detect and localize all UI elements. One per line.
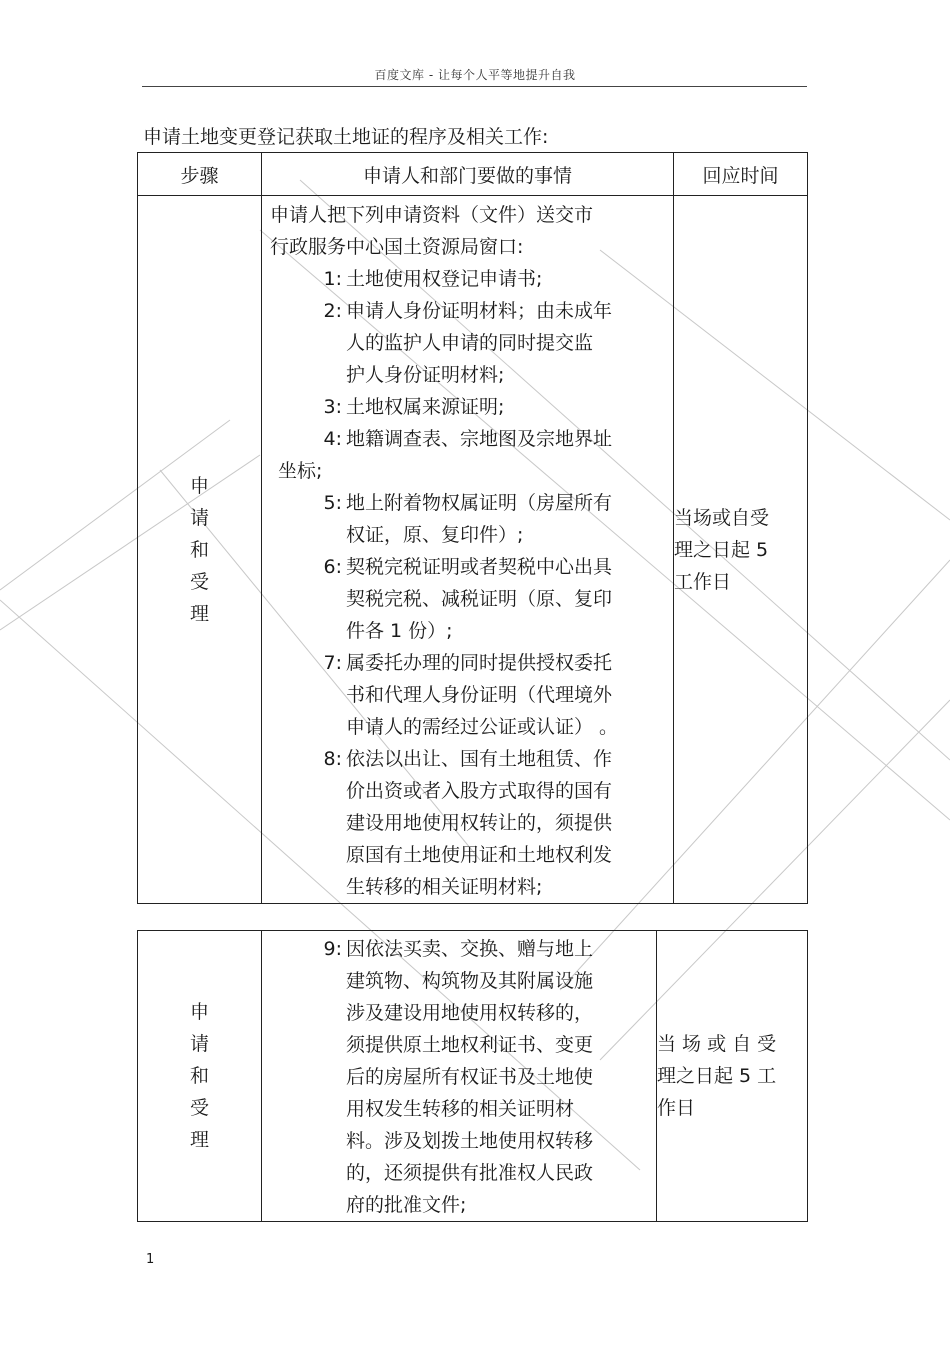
list-item: 3: 土地权属来源证明; <box>323 396 505 418</box>
list-item: 1: 土地使用权登记申请书; <box>323 268 543 290</box>
step-char: 请 <box>189 1033 209 1055</box>
table-header-row <box>138 153 808 196</box>
page-number: 1 <box>146 1252 155 1267</box>
step-char: 理 <box>189 602 209 625</box>
list-item: 8: 依法以出让、国有土地租赁、作 价出资或者入股方式取得的国有 建设用地使用权转让的，须提供 原国有土地使用证和土地权利发 生转移的相关证明材料; <box>323 748 613 898</box>
step-char: 受 <box>189 1097 209 1119</box>
column-header-tasks: 申请人和部门要做的事情 <box>262 153 674 196</box>
step-char: 申 <box>189 1001 209 1023</box>
tasks-cell <box>262 196 674 904</box>
table-row <box>138 196 808 904</box>
item-continuation: 坐标; <box>278 460 323 482</box>
tasks-cell <box>262 931 657 1222</box>
header-rule <box>142 86 807 87</box>
table-row <box>138 931 808 1222</box>
step-char: 请 <box>189 506 209 529</box>
step-char: 受 <box>189 570 209 593</box>
list-item: 4: 地籍调查表、宗地图及宗地界址 <box>323 428 613 450</box>
list-item: 9: 因依法买卖、交换、赠与地上 建筑物、构筑物及其附属设施 涉及建设用地使用权转移的， 须提供原土地权利证书、变更 后的房屋所有权证书及土地使 用权发生转移的相关证明材 料。涉及划拨土地使用权转移 的，还须提供有批准权人民政 府的批准文件; <box>323 938 594 1216</box>
step-char: 和 <box>189 1065 209 1087</box>
page-header: 百度文库 - 让每个人平等地提升自我 <box>374 68 576 82</box>
intro-text: 申请人把下列申请资料（文件）送交市 行政服务中心国土资源局窗口: <box>270 204 594 258</box>
document-title: 申请土地变更登记获取土地证的程序及相关工作: <box>143 126 549 148</box>
step-cell <box>138 931 262 1222</box>
step-cell <box>138 196 262 904</box>
response-time-cell: 当 场 或 自 受 理之日起 5 工 作日 <box>657 931 808 1222</box>
response-time-cell: 当场或自受 理之日起 5 工作日 <box>674 196 808 904</box>
list-item: 6: 契税完税证明或者契税中心出具 契税完税、减税证明（原、复印 件各 1 份）; <box>323 556 613 642</box>
list-item: 2: 申请人身份证明材料；由未成年 人的监护人申请的同时提交监 护人身份证明材料; <box>323 300 613 386</box>
procedure-table-continued <box>137 930 808 1222</box>
list-item: 7: 属委托办理的同时提供授权委托 书和代理人身份证明（代理境外 申请人的需经过公证或认证） 。 <box>323 652 619 738</box>
column-header-response-time: 回应时间 <box>674 153 808 196</box>
list-item: 5: 地上附着物权属证明（房屋所有 权证，原、复印件）; <box>323 492 613 546</box>
step-char: 理 <box>189 1129 209 1151</box>
step-char: 和 <box>189 538 209 561</box>
procedure-table <box>137 152 808 904</box>
step-char: 申 <box>189 474 209 497</box>
column-header-step: 步骤 <box>138 153 262 196</box>
